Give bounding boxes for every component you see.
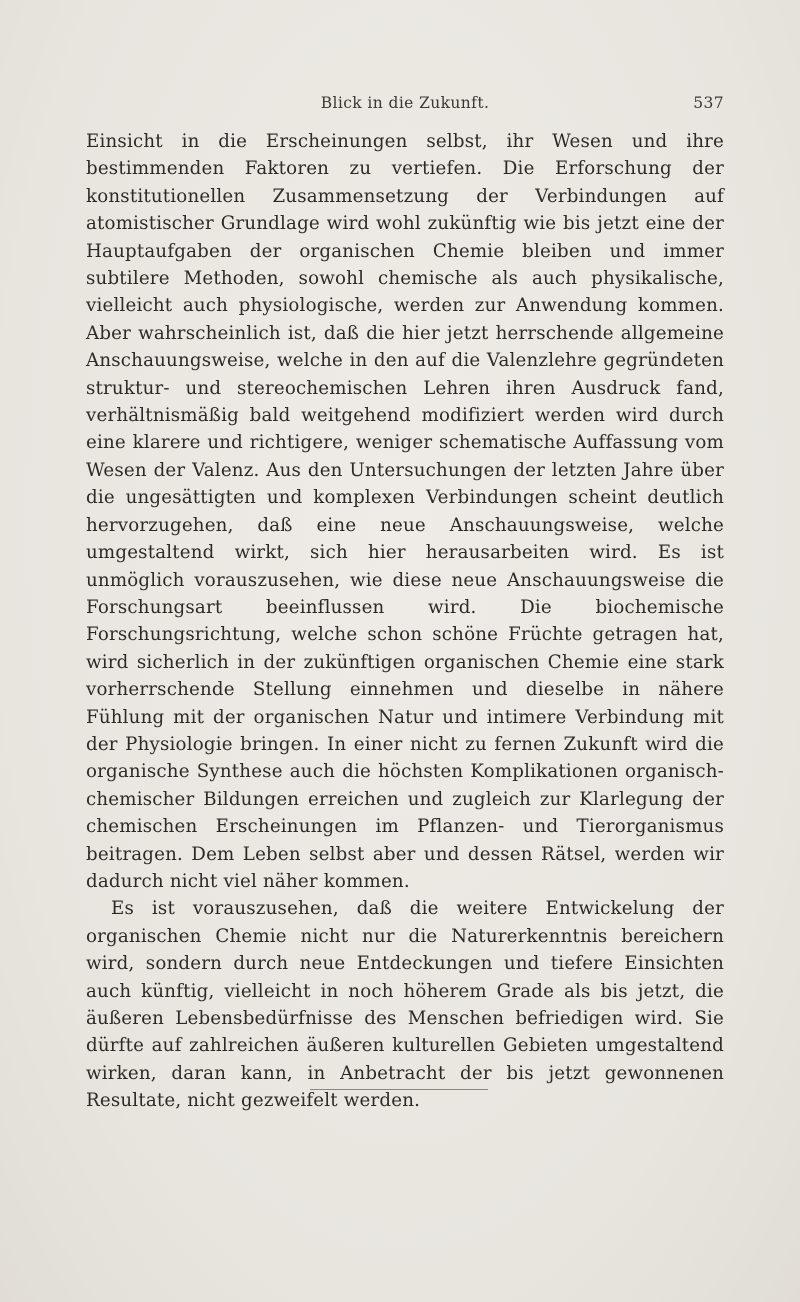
- running-head: [86, 94, 724, 116]
- running-title: Blick in die Zukunft.: [320, 94, 490, 112]
- paragraph: Es ist vorauszusehen, daß die weitere Entwickelung der organischen Chemie nicht nur die Naturerkenntnis bereichern wird, sondern durch neue Entdeckungen und tiefere Einsichten auch künftig, vielleicht in noch höherem Grade als bis jetzt, die äußeren Lebensbedürfnisse des Menschen befriedigen wird. Sie dürfte auf zahlreichen äußeren kulturellen Gebieten umgestaltend wirken, daran kann, in Anbetracht der bis jetzt gewonnenen Resultate, nicht gezweifelt werden.: [86, 898, 724, 1112]
- body-text: [86, 128, 724, 1115]
- page-number: 537: [693, 94, 724, 112]
- end-rule: [310, 1089, 488, 1090]
- paragraph: Einsicht in die Erscheinungen selbst, ihr Wesen und ihre bestimmenden Faktoren zu vertiefen. Die Erforschung der konstitutionellen Zusammensetzung der Verbindungen auf atomistischer Grundlage wird wohl zukünftig wie bis jetzt eine der Hauptaufgaben der organischen Chemie bleiben und immer subtilere Methoden, sowohl chemische als auch physikalische, vielleicht auch physiologische, werden zur Anwendung kommen. Aber wahrscheinlich ist, daß die hier jetzt herrschende allgemeine Anschauungsweise, welche in den auf die Valenzlehre gegründeten struktur- und stereochemischen Lehren ihren Ausdruck fand, verhältnismäßig bald weitgehend modifiziert werden wird durch eine klarere und richtigere, weniger schematische Auffassung vom Wesen der Valenz. Aus den Untersuchungen der letzten Jahre über die ungesättigten und komplexen Verbindungen scheint deutlich hervorzugehen, daß eine neue Anschauungsweise, welche umgestaltend wirkt, sich hier herausarbeiten wird. Es ist unmöglich vorauszusehen, wie diese neue Anschauungsweise die Forschungsart beeinflussen wird. Die biochemische Forschungsrichtung, welche schon schöne Früchte getragen hat, wird sicherlich in der zukünftigen organischen Chemie eine stark vorherrschende Stellung einnehmen und dieselbe in nähere Fühlung mit der organischen Natur und intimere Verbindung mit der Physiologie bringen. In einer nicht zu fernen Zukunft wird die organische Synthese auch die höchsten Komplikationen organisch-chemischer Bildungen erreichen und zugleich zur Klarlegung der chemischen Erscheinungen im Pflanzen- und Tierorganismus beitragen. Dem Leben selbst aber und dessen Rätsel, werden wir dadurch nicht viel näher kommen.: [86, 131, 724, 892]
